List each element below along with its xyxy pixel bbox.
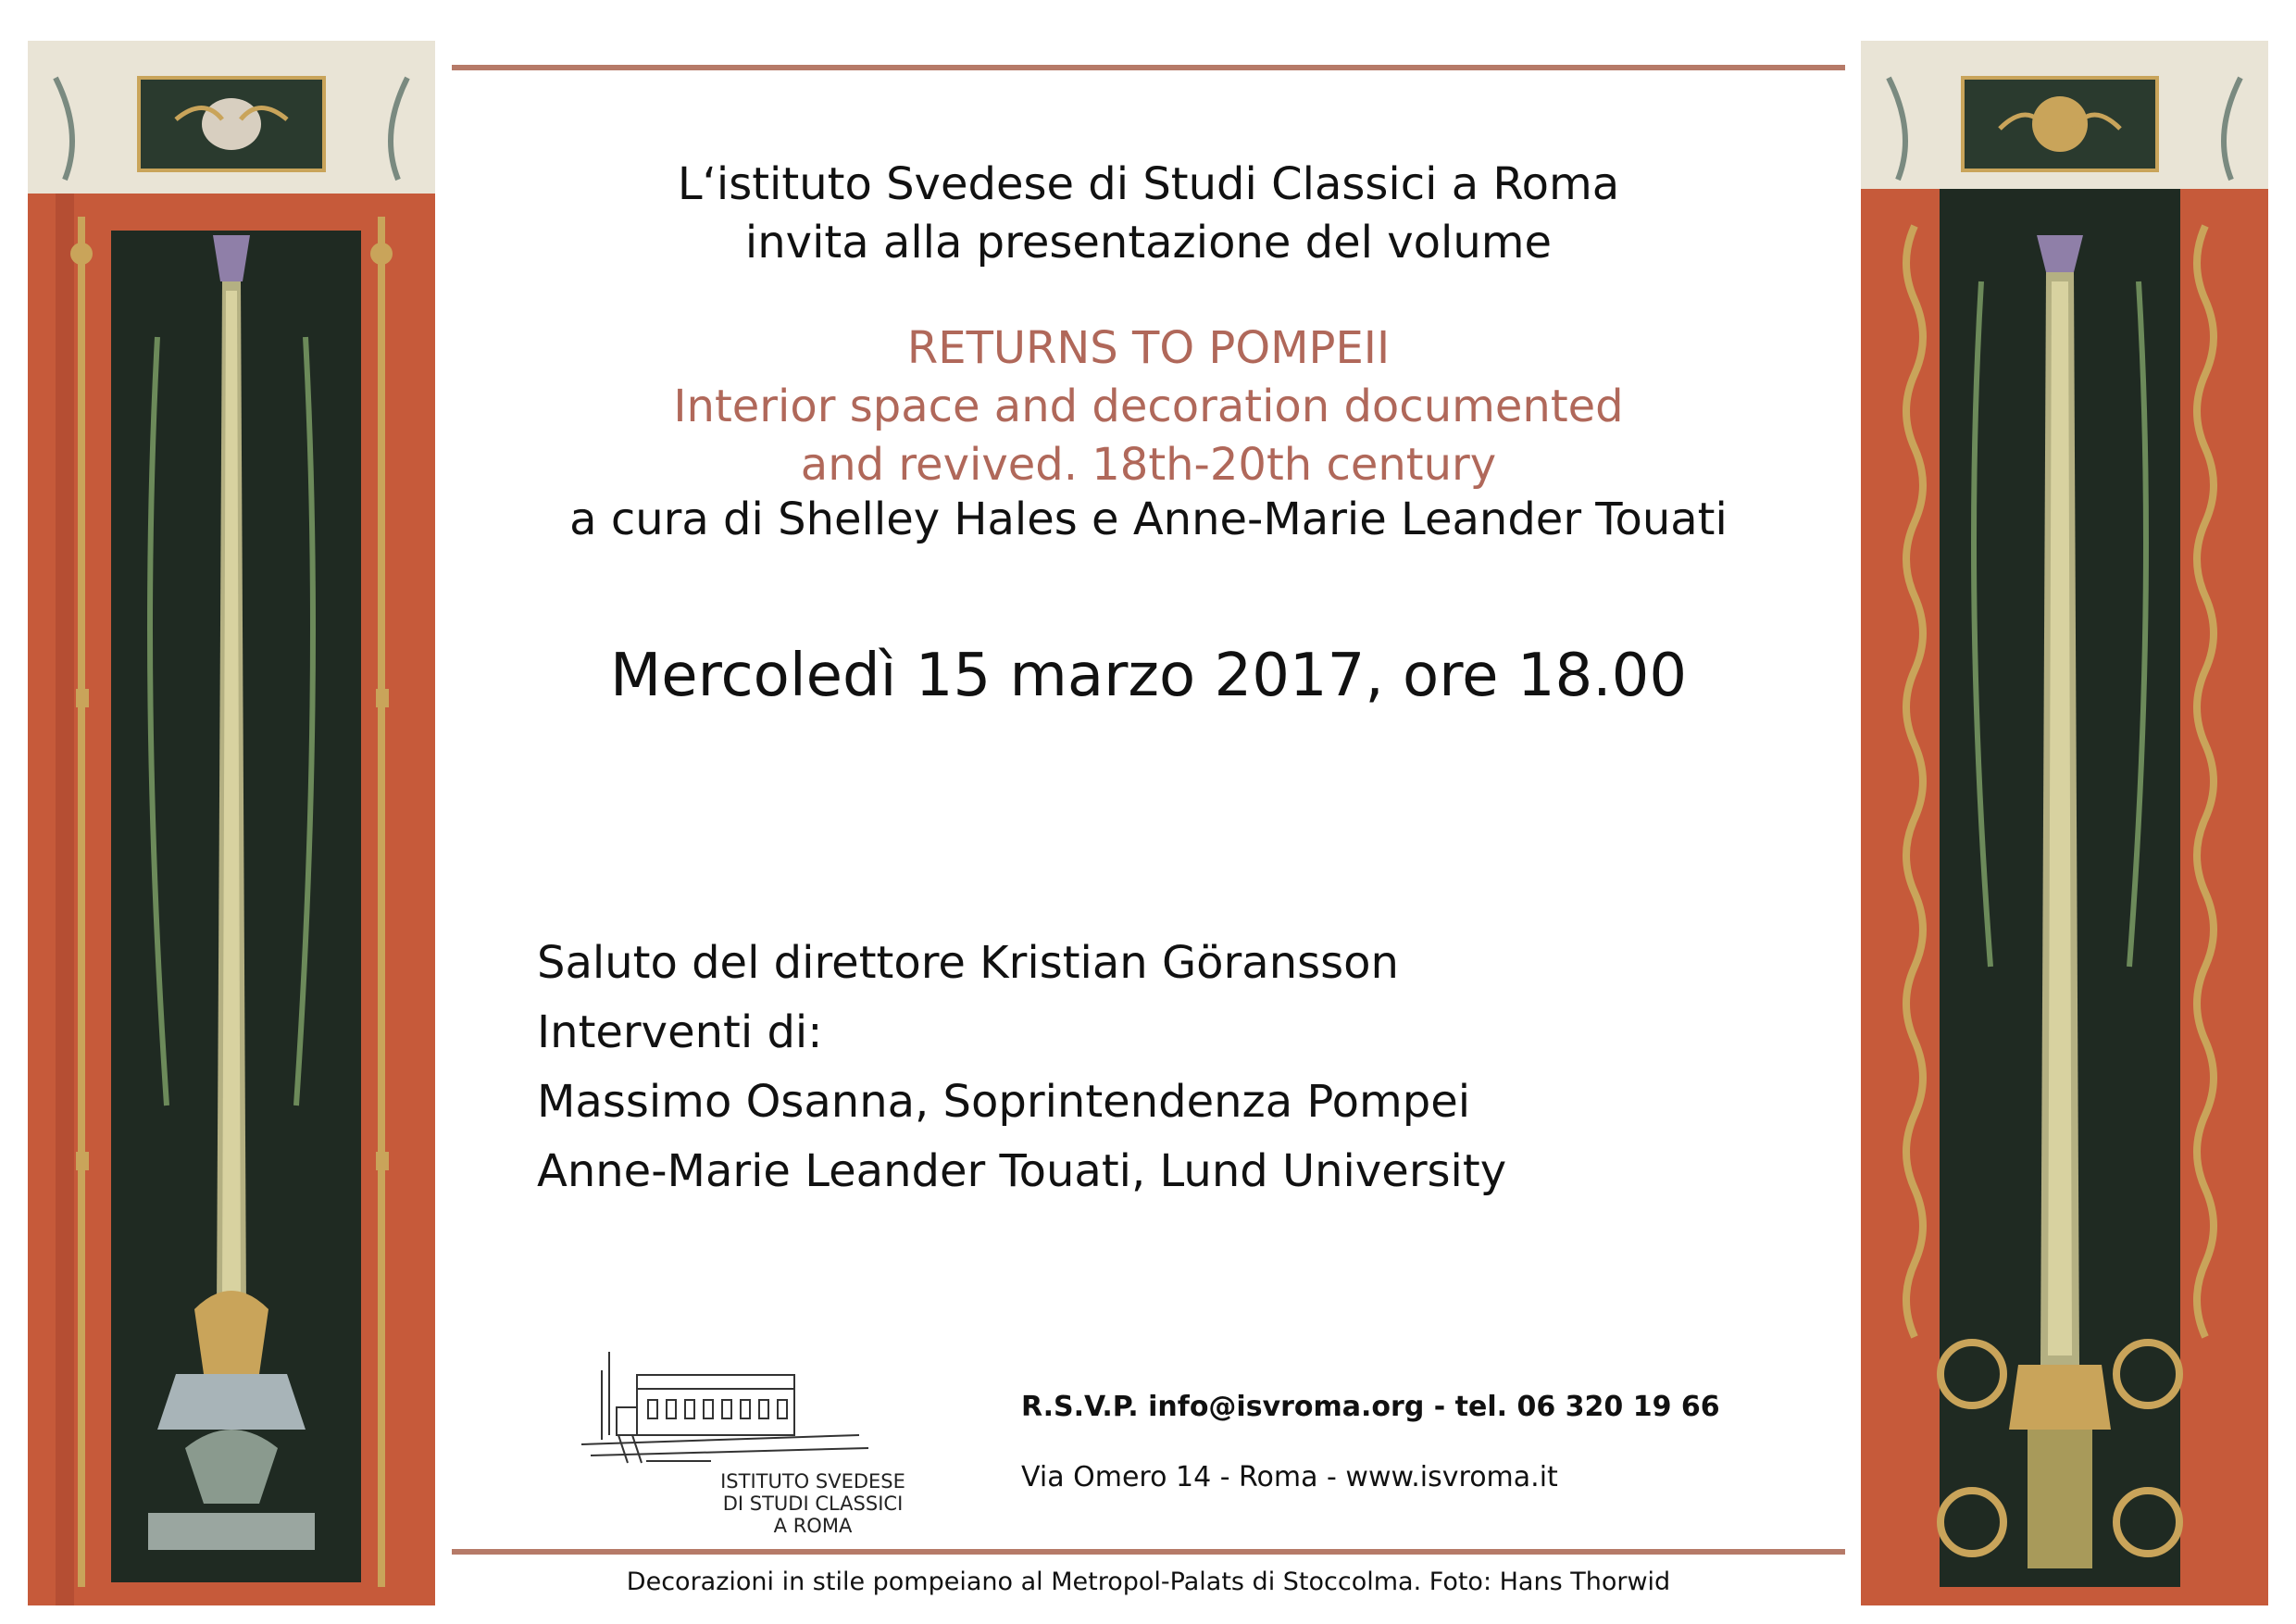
book-editors-text: a cura di Shelley Hales e Anne-Marie Leander Touati <box>569 493 1728 545</box>
bottom-rule <box>452 1549 1845 1555</box>
institute-line: L‘istituto Svedese di Studi Classici a Roma <box>677 158 1620 210</box>
invitation-intro <box>452 156 1845 272</box>
program-speakers-label: Interventi di: <box>537 1006 823 1058</box>
logo-wordmark <box>720 1470 905 1537</box>
institute-logo <box>581 1352 952 1542</box>
address-website: Via Omero 14 - Roma - www.isvroma.it <box>1021 1461 1558 1493</box>
program-greeting: Saluto del direttore Kristian Göransson <box>537 937 1399 989</box>
fresco-panel-left <box>28 41 435 1605</box>
rsvp-contact: R.S.V.P. info@isvroma.org - tel. 06 320 19 66 <box>1021 1391 1720 1423</box>
logo-text-line2: DI STUDI CLASSICI <box>722 1493 904 1515</box>
top-rule <box>452 65 1845 70</box>
logo-text-line1: ISTITUTO SVEDESE <box>720 1470 905 1493</box>
program-list <box>537 929 1506 1206</box>
invitation-line: invita alla presentazione del volume <box>744 217 1553 269</box>
book-subtitle-line1: Interior space and decoration documented <box>673 381 1624 432</box>
book-title-block <box>452 319 1845 494</box>
book-subtitle-line2: and revived. 18th-20th century <box>800 439 1497 491</box>
logo-text-line3: A ROMA <box>773 1515 853 1537</box>
program-speaker: Anne-Marie Leander Touati, Lund University <box>537 1145 1507 1197</box>
event-datetime-text: Mercoledì 15 marzo 2017, ore 18.00 <box>609 642 1688 710</box>
book-title: RETURNS TO POMPEII <box>906 322 1391 374</box>
book-editors <box>452 491 1845 549</box>
program-speaker: Massimo Osanna, Soprintendenza Pompei <box>537 1076 1471 1128</box>
event-datetime <box>452 639 1845 713</box>
fresco-panel-right <box>1861 41 2268 1605</box>
photo-caption: Decorazioni in stile pompeiano al Metropol-Palats di Stoccolma. Foto: Hans Thorwid <box>626 1568 1671 1596</box>
